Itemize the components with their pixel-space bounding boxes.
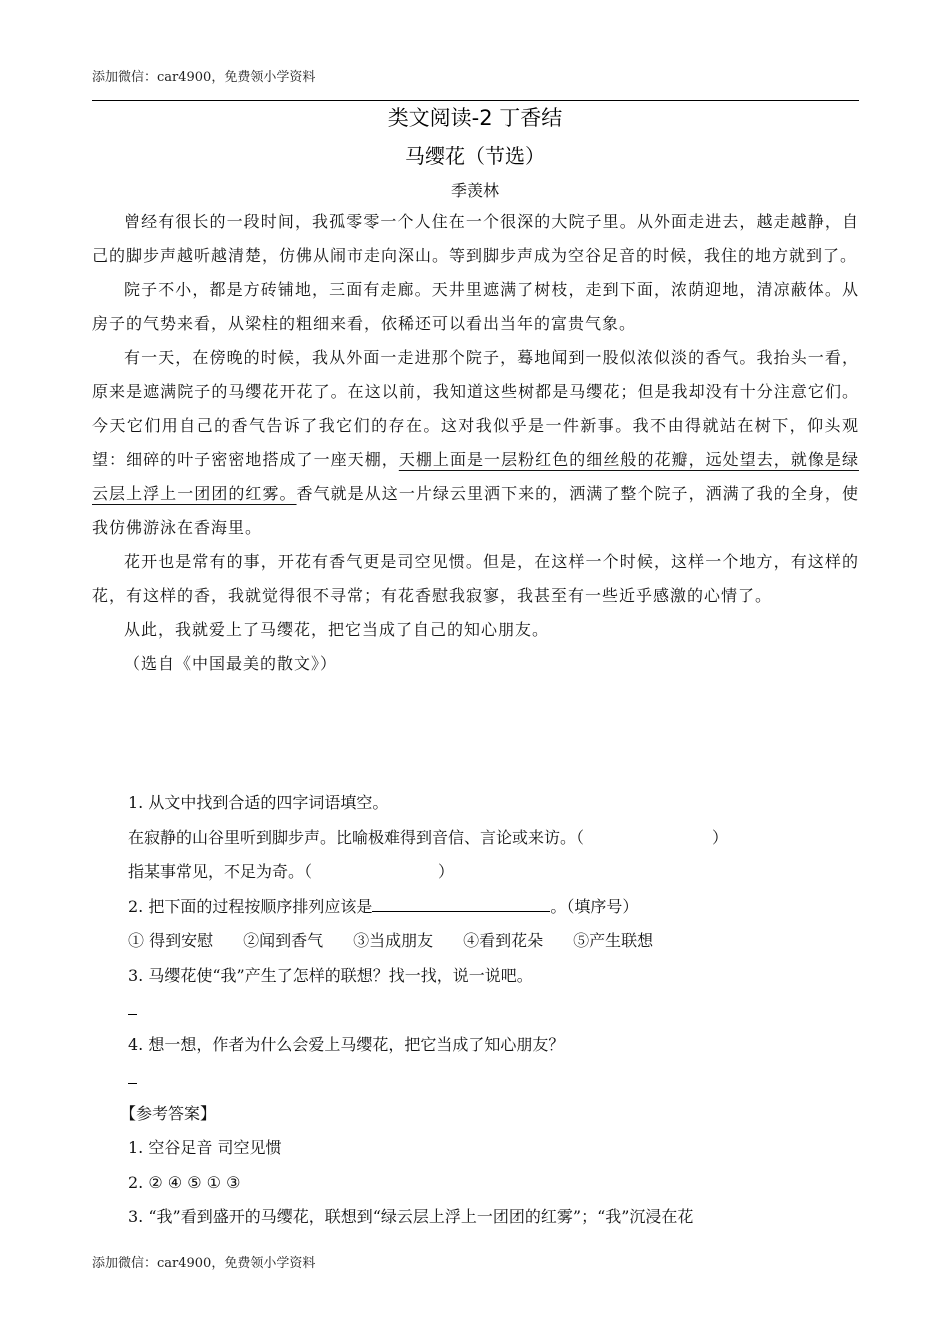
answer-line-4[interactable]: [128, 1062, 863, 1097]
option-item: ③当成朋友: [353, 931, 434, 950]
question-1a-text: 在寂静的山谷里听到脚步声。比喻极难得到音信、言论或来访。: [128, 827, 577, 847]
answer-paren-open: （: [304, 862, 313, 881]
paragraph-4: 花开也是常有的事，开花有香气更是司空见惯。但是，在这样一个时候，这样一个地方，有这样的花，有这样的香，我就觉得很不寻常；有花香慰我寂寥，我甚至有一些近乎感激的心情了。: [92, 552, 859, 605]
answer-2: 2. ② ④ ⑤ ① ③: [128, 1172, 241, 1192]
article-source: （选自《中国最美的散文》）: [124, 654, 338, 673]
paragraph-3: [92, 341, 859, 545]
answer-line-stub: [128, 1002, 137, 1015]
option-item: ⑤产生联想: [573, 931, 654, 950]
article-author: 季羡林: [450, 181, 499, 200]
option-item: ① 得到安慰: [128, 931, 214, 950]
header-divider: [92, 100, 859, 101]
answer-line-stub: [128, 1071, 137, 1084]
header-note: 添加微信：car4900，免费领小学资料: [92, 70, 316, 85]
paragraph-3-part-a: 有一天，在傍晚的时候，我从外面一走进那个院子，蓦地闻到一股似浓似淡的香气。我抬头一看，原来是遮满院子的马缨花开花了。在这以前，我知道这些树都是马缨花；但是我却没有十分注意它们。今天它们用自己的香气告诉了我它们的存在。这对我似乎是一件新事。我不由得就站在树下，仰头观望：细碎的叶子密密地搭成了一座天棚，: [92, 348, 859, 469]
option-item: ④看到花朵: [463, 931, 544, 950]
answer-1: 1. 空谷足音 司空见惯: [128, 1138, 282, 1157]
question-4: 4. 想一想，作者为什么会爱上马缨花，把它当成了知心朋友？: [128, 1034, 565, 1054]
answer-paren-close: ）: [438, 862, 455, 881]
answer-paren-open: （: [576, 827, 585, 847]
answer-blank-2[interactable]: [372, 895, 550, 912]
option-item: ②闻到香气: [243, 931, 324, 950]
question-2: [128, 890, 863, 925]
paragraph-3-part-b: 香气就是从这一片绿云里洒下来的，洒满了整个院子，洒满了我的全身，使我仿佛游泳在香海里。: [92, 484, 859, 537]
question-1a: [128, 821, 863, 856]
question-2-options: [128, 924, 863, 959]
questions-section: [120, 786, 863, 1235]
answer-paren-close: ）: [712, 827, 729, 847]
question-1b-text: 指某事常见，不足为奇。: [128, 862, 305, 881]
paragraph-1: 曾经有很长的一段时间，我孤零零一个人住在一个很深的大院子里。从外面走进去，越走越静，自己的脚步声越听越清楚，仿佛从闹市走向深山。等到脚步声成为空谷足音的时候，我住的地方就到了。: [92, 212, 859, 265]
page-title: 类文阅读-2 丁香结: [387, 106, 563, 130]
question-1b: [128, 855, 863, 890]
underlined-sentence: 天棚上面是一层粉红色的细丝般的花瓣，远处望去，就像是绿云层上浮上一团团的红雾。: [92, 450, 859, 503]
paragraph-5: 从此，我就爱上了马缨花，把它当成了自己的知心朋友。: [124, 620, 550, 639]
footer-note: 添加微信：car4900，免费领小学资料: [92, 1256, 316, 1271]
article-title: 马缨花（节选）: [405, 144, 545, 168]
article-body: [92, 205, 859, 681]
answer-line-3[interactable]: [128, 993, 863, 1028]
answer-3: 3. “我”看到盛开的马缨花，联想到“绿云层上浮上一团团的红雾”；“我”沉浸在花: [128, 1207, 694, 1226]
question-3: 3. 马缨花使“我”产生了怎样的联想？找一找，说一说吧。: [128, 965, 533, 985]
paragraph-2: 院子不小，都是方砖铺地，三面有走廊。天井里遮满了树枝，走到下面，浓荫迎地，清凉蔽体。从房子的气势来看，从梁柱的粗细来看，依稀还可以看出当年的富贵气象。: [92, 280, 859, 333]
question-1: 1. 从文中找到合适的四字词语填空。: [128, 793, 389, 812]
question-2-suffix: 。（填序号）: [550, 896, 639, 916]
answers-heading: 【参考答案】: [120, 1103, 217, 1123]
question-2-prefix: 2. 把下面的过程按顺序排列应该是: [128, 896, 373, 916]
